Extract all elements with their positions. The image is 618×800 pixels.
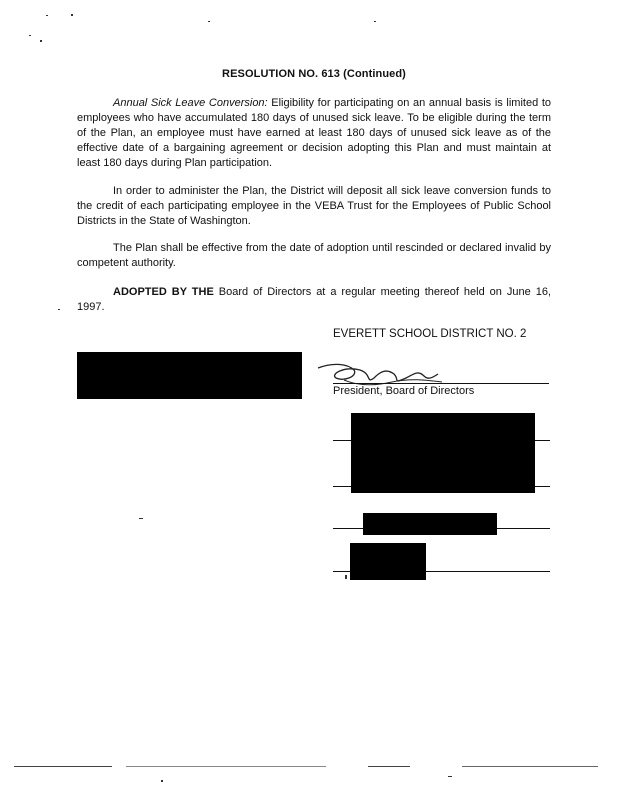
paragraph-sick-leave-conversion <box>77 96 551 171</box>
scan-edge-line <box>14 766 112 767</box>
scan-speck <box>208 21 210 22</box>
scan-speck <box>40 40 42 42</box>
scan-speck <box>46 15 48 16</box>
paragraph-body: Eligibility for participating on an annual basis is limited to employees who have accumulated 180 days of unused sick leave. To be eligible during the term of the Plan, an employee must have earned at least 180 days of unused sick leave as of the effective date of a bargaining agreement or decision adopting this Plan and must maintain at least 180 days during Plan participation. <box>77 97 551 169</box>
redaction-block <box>77 352 302 399</box>
district-name: EVERETT SCHOOL DISTRICT NO. 2 <box>333 328 527 340</box>
scan-edge-line <box>126 766 326 767</box>
redaction-block <box>351 413 535 493</box>
scan-speck <box>448 776 452 777</box>
scan-speck <box>71 14 73 16</box>
scan-speck <box>139 518 143 519</box>
signatory-title: President, Board of Directors <box>333 385 475 397</box>
paragraph-administration <box>77 184 551 229</box>
scan-speck <box>161 780 163 782</box>
paragraph-adopted <box>77 285 551 315</box>
paragraph-body: Board of Directors at a regular meeting thereof held on June 16, 1997. <box>77 286 551 313</box>
scan-speck <box>345 575 347 579</box>
signature-line <box>333 383 549 384</box>
scan-speck <box>374 21 376 22</box>
redaction-block <box>350 543 426 580</box>
scan-speck <box>58 309 60 310</box>
paragraph-body: The Plan shall be effective from the date of adoption until rescinded or declared invalid by competent authority. <box>77 242 551 269</box>
paragraph-body: In order to administer the Plan, the District will deposit all sick leave conversion funds to the credit of each participating employee in the VEBA Trust for the Employees of Public School Districts in the State of Washington. <box>77 185 551 227</box>
resolution-title: RESOLUTION NO. 613 (Continued) <box>222 68 406 80</box>
redaction-block <box>363 513 497 535</box>
scan-speck <box>29 35 31 36</box>
scan-edge-line <box>462 766 598 767</box>
scan-edge-line <box>368 766 410 767</box>
paragraph-lead: Annual Sick Leave Conversion: <box>113 97 268 109</box>
paragraph-lead: ADOPTED BY THE <box>113 286 214 298</box>
paragraph-effective-date <box>77 241 551 271</box>
